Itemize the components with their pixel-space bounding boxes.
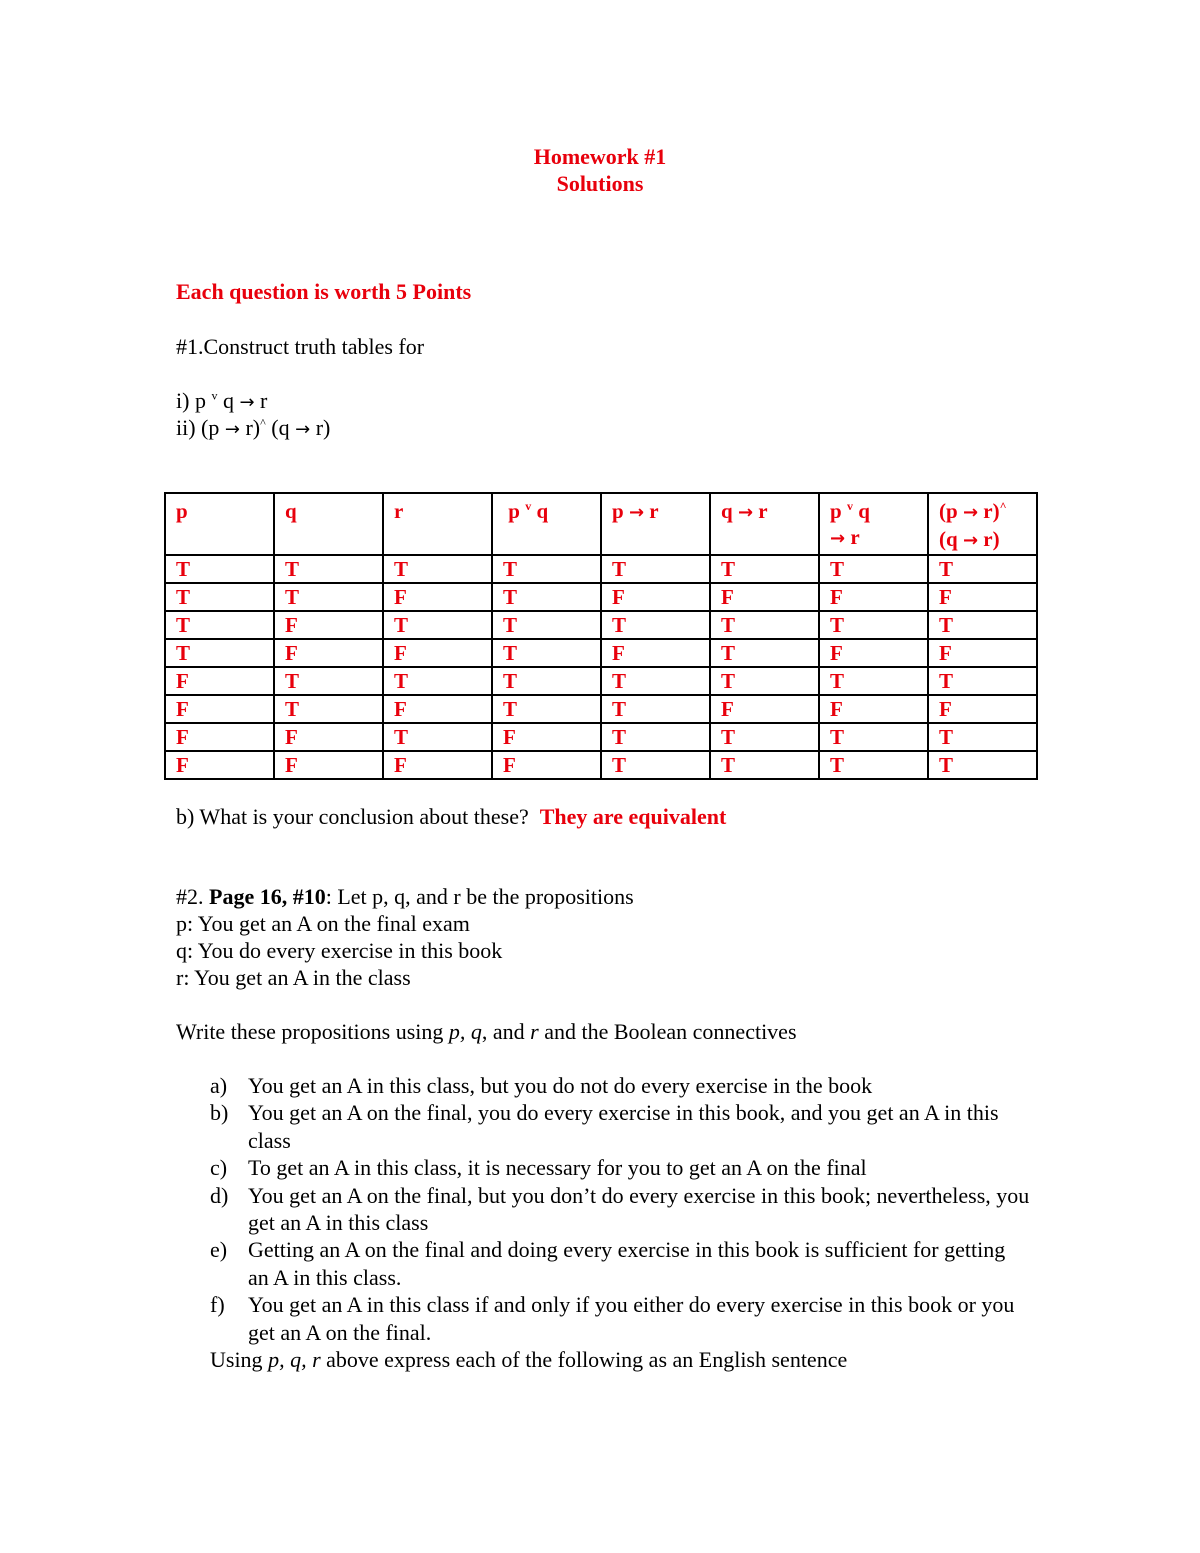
list-item: d) You get an A on the final, but you don’t do every exercise in this book; nevertheless, you get an A in this class xyxy=(210,1182,1030,1236)
truth-table xyxy=(164,492,1038,780)
table-header-row xyxy=(165,493,1037,555)
table-cell: F xyxy=(928,583,1037,611)
table-cell: F xyxy=(928,695,1037,723)
q1-formula-ii: ii) (p → r)^ (q → r) xyxy=(176,415,331,440)
table-cell: T xyxy=(492,611,601,639)
table-cell: F xyxy=(819,639,928,667)
table-cell: F xyxy=(710,695,819,723)
table-row xyxy=(165,667,1037,695)
table-cell: T xyxy=(819,723,928,751)
list-item: b) You get an A on the final, you do every exercise in this book, and you get an A in this class xyxy=(210,1100,999,1153)
proposition-p: p: You get an A on the final exam xyxy=(176,911,470,936)
table-cell: F xyxy=(928,639,1037,667)
table-cell: T xyxy=(274,583,383,611)
table-cell: T xyxy=(492,695,601,723)
table-row xyxy=(165,611,1037,639)
conclusion-question: b) What is your conclusion about these? xyxy=(176,804,529,829)
table-cell: T xyxy=(710,639,819,667)
table-cell: F xyxy=(274,723,383,751)
table-cell: T xyxy=(601,695,710,723)
table-cell: T xyxy=(601,723,710,751)
table-cell: F xyxy=(383,695,492,723)
table-cell: T xyxy=(492,583,601,611)
table-cell: F xyxy=(492,751,601,779)
points-note: Each question is worth 5 Points xyxy=(176,279,472,304)
conclusion xyxy=(176,804,726,830)
table-cell: T xyxy=(383,667,492,695)
header-p-implies-r: p → r xyxy=(601,493,710,555)
table-cell: T xyxy=(819,751,928,779)
table-cell: F xyxy=(383,639,492,667)
table-cell: T xyxy=(928,667,1037,695)
using-instructions: Using p, q, r above express each of the following as an English sentence xyxy=(210,1347,848,1373)
table-cell: T xyxy=(601,611,710,639)
list-item: e) Getting an A on the final and doing every exercise in this book is sufficient for getting an A in this class. xyxy=(210,1237,1006,1290)
table-cell: T xyxy=(383,555,492,583)
table-cell: T xyxy=(710,555,819,583)
table-cell: T xyxy=(819,667,928,695)
table-cell: T xyxy=(710,667,819,695)
table-cell: F xyxy=(383,583,492,611)
header-p: p xyxy=(165,493,274,555)
table-cell: T xyxy=(165,611,274,639)
table-cell: T xyxy=(165,555,274,583)
header-r: r xyxy=(383,493,492,555)
table-cell: T xyxy=(492,667,601,695)
table-cell: F xyxy=(165,751,274,779)
proposition-r: r: You get an A in the class xyxy=(176,965,411,990)
header-p-or-q-implies-r: p $^v$ q → r xyxy=(819,493,928,555)
table-row xyxy=(165,583,1037,611)
table-cell: T xyxy=(928,751,1037,779)
header-conjunction: (p → r)^ (q → r) xyxy=(928,493,1037,555)
table-cell: T xyxy=(601,751,710,779)
table-cell: F xyxy=(165,667,274,695)
table-cell: F xyxy=(165,723,274,751)
table-row xyxy=(165,723,1037,751)
table-cell: T xyxy=(819,555,928,583)
table-row xyxy=(165,751,1037,779)
table-cell: T xyxy=(601,555,710,583)
table-cell: T xyxy=(274,555,383,583)
table-cell: T xyxy=(819,611,928,639)
table-row xyxy=(165,555,1037,583)
q1-formula-i: i) p $^v$ q → r xyxy=(176,388,268,413)
conclusion-answer: They are equivalent xyxy=(539,804,727,829)
table-cell: F xyxy=(492,723,601,751)
doc-title: Homework #1 xyxy=(533,144,667,169)
doc-subtitle: Solutions xyxy=(556,171,644,196)
table-cell: T xyxy=(274,695,383,723)
table-cell: T xyxy=(928,611,1037,639)
q2-reference: Page 16, #10 xyxy=(209,884,326,909)
table-cell: F xyxy=(274,611,383,639)
table-cell: T xyxy=(710,751,819,779)
table-cell: T xyxy=(710,723,819,751)
table-cell: F xyxy=(165,695,274,723)
header-q-implies-r: q → r xyxy=(710,493,819,555)
table-cell: F xyxy=(819,583,928,611)
list-item: f) You get an A in this class if and only if you either do every exercise in this book or you get an A on the final. xyxy=(210,1292,1015,1345)
table-row xyxy=(165,695,1037,723)
header-p-or-q: p $^v$ q xyxy=(492,493,601,555)
table-cell: T xyxy=(383,611,492,639)
table-cell: T xyxy=(928,723,1037,751)
table-cell: T xyxy=(165,639,274,667)
table-cell: T xyxy=(274,667,383,695)
table-cell: T xyxy=(928,555,1037,583)
table-cell: T xyxy=(165,583,274,611)
table-cell: F xyxy=(274,639,383,667)
table-row xyxy=(165,639,1037,667)
list-item: c) To get an A in this class, it is necessary for you to get an A on the final xyxy=(210,1155,867,1181)
table-cell: F xyxy=(601,639,710,667)
q2-item-list xyxy=(210,1072,1030,1373)
table-cell: F xyxy=(601,583,710,611)
table-cell: F xyxy=(710,583,819,611)
q2-instructions: Write these propositions using p, q, and r and the Boolean connectives xyxy=(176,1019,797,1044)
table-cell: T xyxy=(492,555,601,583)
table-cell: T xyxy=(710,611,819,639)
header-q: q xyxy=(274,493,383,555)
table-cell: F xyxy=(274,751,383,779)
table-cell: F xyxy=(819,695,928,723)
q1-prompt: #1.Construct truth tables for xyxy=(176,334,425,359)
table-cell: T xyxy=(492,639,601,667)
q2-heading: #2. Page 16, #10: Let p, q, and r be the propositions xyxy=(176,884,634,909)
table-cell: T xyxy=(383,723,492,751)
proposition-q: q: You do every exercise in this book xyxy=(176,938,503,963)
table-cell: T xyxy=(601,667,710,695)
table-cell: F xyxy=(383,751,492,779)
list-item: a) You get an A in this class, but you do not do every exercise in the book xyxy=(210,1073,873,1098)
